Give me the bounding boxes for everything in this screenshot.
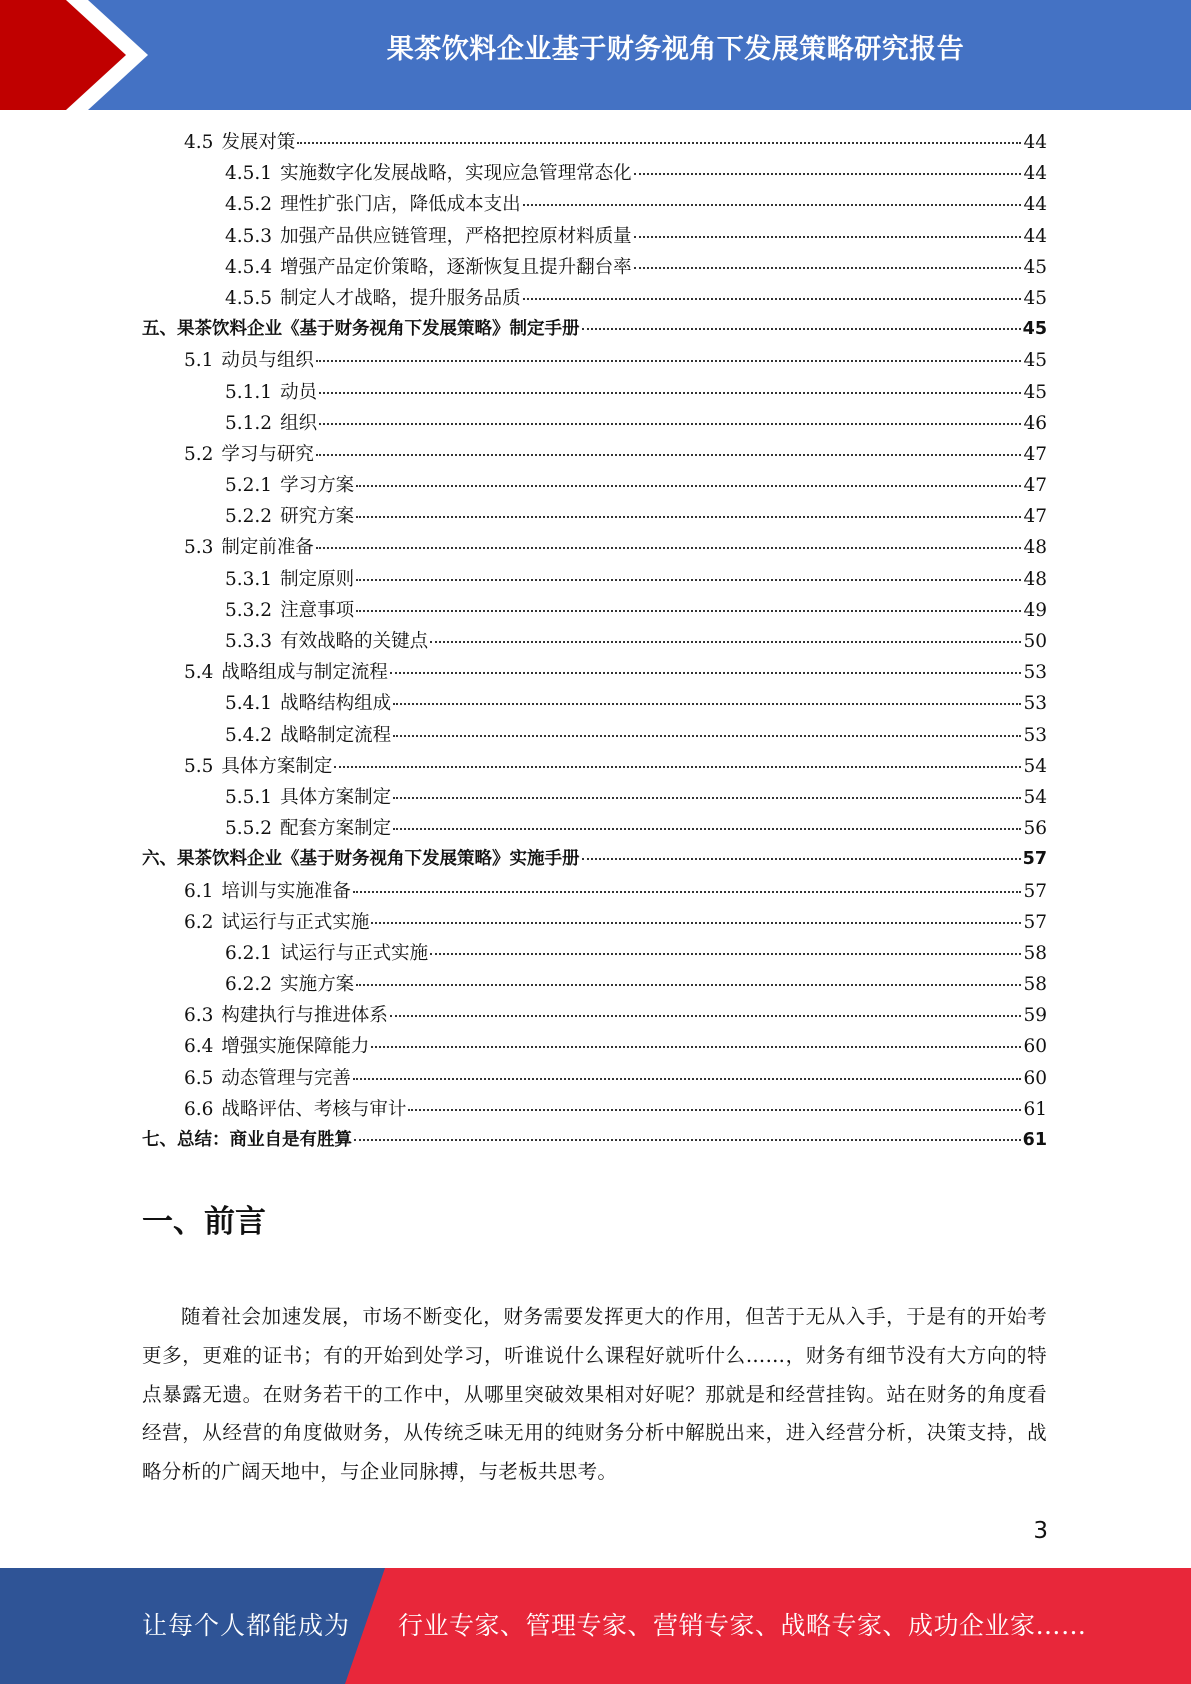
toc-entry-number: 6.2.1: [225, 942, 273, 964]
toc-entry-number: 5.5.2: [225, 818, 273, 840]
toc-entry-page: 46: [1023, 412, 1047, 434]
toc-entry[interactable]: [142, 908, 1047, 939]
toc-entry-title: 实施数字化发展战略，实现应急管理常态化: [280, 163, 632, 185]
toc-entry-page: 48: [1023, 568, 1047, 590]
footer-banner: [0, 1568, 1191, 1684]
toc-entry-number: 6.3: [184, 1005, 214, 1027]
toc-entry-title: 学习与研究: [221, 443, 314, 465]
toc-entry[interactable]: [142, 346, 1047, 377]
toc-entry-page: 45: [1023, 256, 1047, 278]
toc-entry-page: 45: [1022, 319, 1047, 340]
toc-entry-title: 增强实施保障能力: [221, 1036, 370, 1058]
toc-entry-title: 配套方案制定: [280, 818, 392, 840]
toc-entry-title: 战略制定流程: [280, 724, 392, 746]
toc-entry-number: 5.3.2: [225, 599, 273, 621]
toc-entry[interactable]: [142, 533, 1047, 564]
toc-entry-page: 49: [1023, 599, 1047, 621]
toc-entry-page: 59: [1023, 1005, 1047, 1027]
toc-entry-page: 58: [1023, 942, 1047, 964]
toc-entry-page: 57: [1023, 880, 1047, 902]
toc-entry-title: 理性扩张门店，降低成本支出: [280, 194, 521, 216]
toc-entry-title: 制定原则: [280, 568, 355, 590]
toc-entry-number: 5.4: [184, 662, 214, 684]
toc-entry-title: 有效战略的关键点: [280, 631, 429, 652]
toc-entry-page: 58: [1023, 974, 1047, 996]
toc-entry-page: 44: [1023, 132, 1047, 153]
toc-dot-leader: [356, 610, 1021, 612]
toc-entry-page: 56: [1023, 818, 1047, 840]
toc-dot-leader: [356, 984, 1021, 986]
toc-entry[interactable]: [142, 315, 1047, 346]
toc-entry-title: 加强产品供应链管理，严格把控原材料质量: [280, 225, 632, 247]
toc-entry-title: 战略组成与制定流程: [221, 662, 388, 684]
toc-entry[interactable]: [142, 159, 1047, 190]
toc-entry-page: 47: [1023, 475, 1047, 497]
toc-entry-number: 6.2.2: [225, 974, 273, 996]
toc-entry-title: 构建执行与推进体系: [221, 1005, 388, 1027]
toc-dot-leader: [390, 1015, 1022, 1017]
toc-entry[interactable]: [142, 1064, 1047, 1095]
toc-dot-leader: [334, 766, 1021, 768]
toc-dot-leader: [634, 173, 1022, 175]
toc-dot-leader: [371, 922, 1021, 924]
toc-entry[interactable]: [142, 627, 1047, 658]
toc-entry[interactable]: [142, 939, 1047, 970]
toc-entry-title: 发展对策: [221, 132, 296, 153]
body-paragraph: 随着社会加速发展，市场不断变化，财务需要发挥更大的作用，但苦于无从入手，于是有的开始考更多，更难的证书；有的开始到处学习，听谁说什么课程好就听什么……，财务有细节没有大方向的特点暴露无遗。在财务若干的工作中，从哪里突破效果相对好呢？那就是和经营挂钩。站在财务的角度看经营，从经营的角度做财务，从传统乏味无用的纯财务分析中解脱出来，进入经营分析，决策支持，战略分析的广阔天地中，与企业同脉搏，与老板共思考。: [142, 1305, 1047, 1484]
toc-entry[interactable]: [142, 1001, 1047, 1032]
toc-entry-number: 5.1: [184, 350, 214, 372]
toc-entry-title: 研究方案: [280, 506, 355, 528]
toc-entry-title: 动员: [280, 381, 318, 403]
toc-entry-title: 战略评估、考核与审计: [221, 1098, 407, 1120]
toc-entry[interactable]: [142, 752, 1047, 783]
toc-entry-number: 5.4.1: [225, 693, 273, 715]
toc-dot-leader: [356, 485, 1021, 487]
toc-entry-number: 4.5.1: [225, 163, 273, 185]
toc-dot-leader: [634, 236, 1022, 238]
toc-entry-page: 47: [1023, 506, 1047, 528]
toc-dot-leader: [316, 547, 1022, 549]
toc-entry[interactable]: [142, 689, 1047, 720]
toc-entry-page: 53: [1023, 662, 1047, 684]
toc-entry-page: 57: [1022, 849, 1047, 870]
toc-entry-title: 动员与组织: [221, 350, 314, 372]
toc-entry-page: 54: [1023, 786, 1047, 808]
toc-entry[interactable]: [142, 440, 1047, 471]
toc-entry-page: 44: [1023, 194, 1047, 216]
toc-entry-page: 44: [1023, 163, 1047, 185]
header-banner: [0, 0, 1191, 110]
document-title: 果茶饮料企业基于财务视角下发展策略研究报告: [386, 34, 965, 65]
toc-entry-page: 45: [1023, 287, 1047, 309]
toc-entry[interactable]: [142, 253, 1047, 284]
table-of-contents: [142, 128, 1047, 1157]
toc-entry-title: 制定前准备: [221, 537, 314, 559]
toc-entry-page: 61: [1023, 1098, 1047, 1120]
toc-entry-number: 5.5: [184, 755, 214, 777]
toc-entry-title: 五、果茶饮料企业《基于财务视角下发展策略》制定手册: [142, 319, 580, 340]
toc-entry-title: 试运行与正式实施: [221, 911, 370, 933]
toc-entry[interactable]: [142, 1032, 1047, 1063]
toc-dot-leader: [408, 1109, 1021, 1111]
toc-dot-leader: [393, 735, 1021, 737]
toc-entry-page: 60: [1023, 1036, 1047, 1058]
toc-entry[interactable]: [142, 970, 1047, 1001]
toc-entry-page: 57: [1023, 911, 1047, 933]
toc-entry-number: 5.2.2: [225, 506, 273, 528]
page-number: 3: [1033, 1518, 1048, 1544]
toc-entry-page: 45: [1023, 381, 1047, 403]
toc-entry[interactable]: [142, 222, 1047, 253]
toc-dot-leader: [523, 298, 1022, 300]
toc-dot-leader: [634, 267, 1022, 269]
toc-entry[interactable]: [142, 502, 1047, 533]
toc-dot-leader: [430, 953, 1021, 955]
toc-entry[interactable]: [142, 596, 1047, 627]
toc-entry[interactable]: [142, 128, 1047, 159]
toc-dot-leader: [356, 579, 1021, 581]
toc-entry-number: 5.4.2: [225, 724, 273, 746]
toc-entry-number: 4.5: [184, 132, 214, 153]
toc-entry[interactable]: [142, 471, 1047, 502]
toc-entry-number: 6.5: [184, 1067, 214, 1089]
toc-entry-number: 6.2: [184, 911, 214, 933]
toc-entry[interactable]: [142, 378, 1047, 409]
toc-entry[interactable]: [142, 409, 1047, 440]
toc-entry-number: 5.2.1: [225, 475, 273, 497]
toc-entry-number: 5.3.1: [225, 568, 273, 590]
footer-slogan: 让每个人都能成为: [142, 1611, 351, 1640]
toc-entry-title: 六、果茶饮料企业《基于财务视角下发展策略》实施手册: [142, 849, 580, 870]
toc-entry-title: 培训与实施准备: [221, 880, 351, 902]
toc-entry-page: 47: [1023, 443, 1047, 465]
toc-entry-number: 5.2: [184, 443, 214, 465]
toc-entry-title: 学习方案: [280, 475, 355, 497]
toc-entry-number: 6.4: [184, 1036, 214, 1058]
toc-entry-page: 53: [1023, 724, 1047, 746]
toc-entry[interactable]: [142, 721, 1047, 752]
toc-entry-number: 6.1: [184, 880, 214, 902]
toc-entry-number: 5.5.1: [225, 786, 273, 808]
toc-entry-page: 45: [1023, 350, 1047, 372]
toc-dot-leader: [523, 204, 1022, 206]
footer-roles: 行业专家、管理专家、营销专家、战略专家、成功企业家……: [398, 1611, 1087, 1640]
toc-dot-leader: [582, 858, 1021, 860]
toc-entry[interactable]: [142, 1126, 1047, 1157]
toc-entry-page: 60: [1023, 1067, 1047, 1089]
toc-entry-number: 4.5.5: [225, 287, 273, 309]
toc-entry[interactable]: [142, 814, 1047, 845]
toc-dot-leader: [393, 703, 1021, 705]
toc-entry[interactable]: [142, 845, 1047, 876]
toc-entry-title: 具体方案制定: [280, 786, 392, 808]
toc-dot-leader: [390, 672, 1022, 674]
toc-dot-leader: [354, 1139, 1021, 1141]
toc-dot-leader: [582, 328, 1021, 330]
toc-entry-title: 试运行与正式实施: [280, 942, 429, 964]
toc-dot-leader: [297, 142, 1021, 144]
toc-dot-leader: [353, 891, 1022, 893]
toc-entry-number: 5.3: [184, 537, 214, 559]
toc-entry-page: 44: [1023, 225, 1047, 247]
toc-dot-leader: [316, 360, 1022, 362]
toc-entry-title: 动态管理与完善: [221, 1067, 351, 1089]
toc-entry-number: 4.5.4: [225, 256, 273, 278]
toc-entry-title: 具体方案制定: [221, 755, 333, 777]
toc-dot-leader: [393, 828, 1021, 830]
toc-entry-title: 战略结构组成: [280, 693, 392, 715]
toc-entry[interactable]: [142, 783, 1047, 814]
toc-dot-leader: [353, 1078, 1022, 1080]
toc-entry-number: 4.5.3: [225, 225, 273, 247]
toc-entry[interactable]: [142, 190, 1047, 221]
toc-entry-number: 5.3.3: [225, 631, 273, 652]
toc-entry-page: 54: [1023, 755, 1047, 777]
toc-entry-number: 5.1.1: [225, 381, 273, 403]
toc-dot-leader: [356, 516, 1021, 518]
toc-dot-leader: [319, 423, 1021, 425]
toc-entry-title: 七、总结：商业自是有胜算: [142, 1130, 352, 1150]
chevron-arrow-icon: [0, 0, 160, 110]
toc-entry-title: 组织: [280, 412, 318, 434]
toc-entry-number: 6.6: [184, 1098, 214, 1120]
toc-entry[interactable]: [142, 1095, 1047, 1126]
section-heading: 一、前言: [142, 1204, 266, 1240]
toc-dot-leader: [393, 797, 1021, 799]
toc-entry-page: 53: [1023, 693, 1047, 715]
toc-entry-title: 增强产品定价策略，逐渐恢复且提升翻台率: [280, 256, 632, 278]
toc-entry[interactable]: [142, 284, 1047, 315]
toc-dot-leader: [319, 392, 1021, 394]
toc-entry-page: 61: [1022, 1130, 1047, 1150]
toc-entry[interactable]: [142, 658, 1047, 689]
toc-entry-page: 50: [1023, 631, 1047, 652]
toc-entry-number: 5.1.2: [225, 412, 273, 434]
toc-entry[interactable]: [142, 877, 1047, 908]
toc-entry-title: 实施方案: [280, 974, 355, 996]
toc-dot-leader: [430, 641, 1021, 643]
toc-entry[interactable]: [142, 565, 1047, 596]
toc-entry-page: 48: [1023, 537, 1047, 559]
toc-dot-leader: [371, 1046, 1021, 1048]
toc-entry-title: 注意事项: [280, 599, 355, 621]
toc-dot-leader: [316, 454, 1022, 456]
toc-entry-number: 4.5.2: [225, 194, 273, 216]
toc-entry-title: 制定人才战略，提升服务品质: [280, 287, 521, 309]
